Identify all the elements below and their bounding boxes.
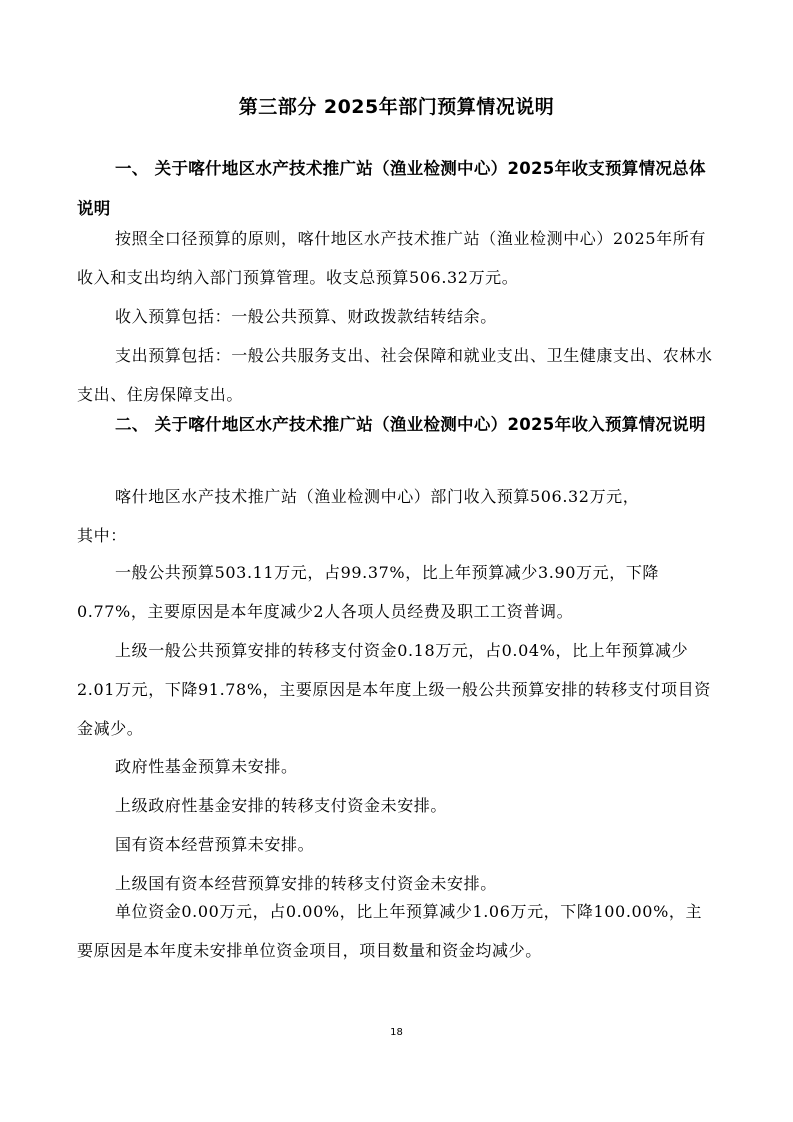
section-1-heading: 一、 关于喀什地区水产技术推广站（渔业检测中心）2025年收支预算情况总体说明: [77, 159, 706, 218]
page-title: 第三部分 2025年部门预算情况说明: [238, 96, 555, 118]
section-2-heading: 二、 关于喀什地区水产技术推广站（渔业检测中心）2025年收入预算情况说明: [115, 415, 706, 434]
section-2-paragraph-8: 上级国有资本经营预算安排的转移支付资金未安排。: [115, 874, 497, 893]
section-1-paragraph-3: 支出预算包括：一般公共服务支出、社会保障和就业支出、卫生健康支出、农林水支出、住房保障支出。: [77, 346, 713, 404]
section-1-paragraph-1: 按照全口径预算的原则，喀什地区水产技术推广站（渔业检测中心）2025年所有收入和支出均纳入部门预算管理。收支总预算506.32万元。: [77, 229, 706, 287]
section-2-paragraph-7: 国有资本经营预算未安排。: [115, 835, 315, 854]
section-2-paragraph-1: 喀什地区水产技术推广站（渔业检测中心）部门收入预算506.32万元，: [115, 487, 640, 506]
section-2-paragraph-5: 政府性基金预算未安排。: [115, 757, 298, 776]
section-2-paragraph-9: 单位资金0.00万元，占0.00%，比上年预算减少1.06万元，下降100.00%，主要原因是本年度未安排单位资金项目，项目数量和资金均减少。: [77, 902, 703, 960]
section-2-paragraph-6: 上级政府性基金安排的转移支付资金未安排。: [115, 796, 448, 815]
page-number: 18: [390, 1027, 403, 1038]
section-2-paragraph-4: 上级一般公共预算安排的转移支付资金0.18万元，占0.04%，比上年预算减少2.01万元，下降91.78%，主要原因是本年度上级一般公共预算安排的转移支付项目资金减少。: [77, 641, 711, 738]
section-2-paragraph-3: 一般公共预算503.11万元，占99.37%，比上年预算减少3.90万元，下降0.77%，主要原因是本年度减少2人各项人员经费及职工工资普调。: [77, 563, 660, 621]
section-1-paragraph-2: 收入预算包括：一般公共预算、财政拨款结转结余。: [115, 307, 497, 326]
section-2-paragraph-2: 其中：: [77, 526, 127, 545]
